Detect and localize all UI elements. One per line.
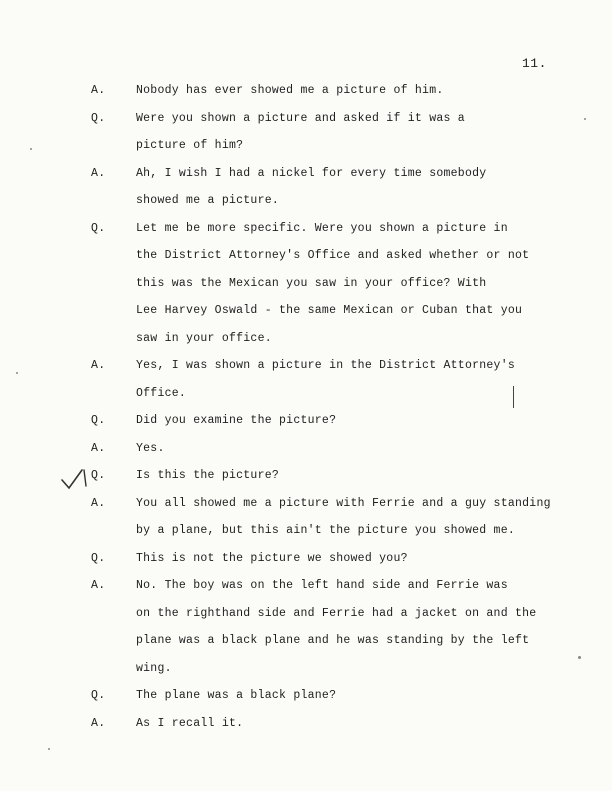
speech-text <box>136 462 576 490</box>
speech-line: wing. <box>136 661 172 675</box>
speaker-label: Q. <box>91 469 106 482</box>
transcript-entry <box>0 352 612 407</box>
speaker-label: A. <box>91 359 106 372</box>
speech-line: this was the Mexican you saw in your office? With <box>136 276 487 290</box>
speaker-label: Q. <box>91 689 106 702</box>
speaker-label: A. <box>91 84 106 97</box>
speaker-label: A. <box>91 496 106 510</box>
transcript-entry <box>0 77 612 105</box>
speech-line: Nobody has ever showed me a picture of him. <box>136 84 444 97</box>
speech-text <box>136 407 576 435</box>
speech-line: As I recall it. <box>136 716 244 730</box>
speech-line: plane was a black plane and he was standing by the left <box>136 634 530 647</box>
speech-text <box>136 215 576 353</box>
transcript-entry <box>0 682 612 710</box>
speech-line: No. The boy was on the left hand side and Ferrie was <box>136 579 508 592</box>
speech-line: by a plane, but this ain't the picture you showed me. <box>136 524 516 537</box>
transcript-entry <box>0 407 612 435</box>
speech-text <box>136 77 576 105</box>
speech-text <box>136 105 576 160</box>
speaker-label: Q. <box>91 221 106 235</box>
transcript-entry <box>0 160 612 215</box>
speech-line: Ah, I wish I had a nickel for every time somebody <box>136 166 487 180</box>
speech-text <box>136 160 576 215</box>
speech-line: picture of him? <box>136 139 244 152</box>
margin-mark <box>513 386 514 408</box>
speech-line: showed me a picture. <box>136 194 280 207</box>
speaker-label: Q. <box>91 551 106 565</box>
transcript-entry <box>0 490 612 545</box>
handwritten-checkmark-icon <box>60 466 104 492</box>
speech-line: This is not the picture we showed you? <box>136 551 408 565</box>
scan-speck <box>578 656 581 659</box>
speech-line: Office. <box>136 386 187 400</box>
transcript-entry <box>0 105 612 160</box>
transcript-entry <box>0 435 612 463</box>
speech-text <box>136 352 576 407</box>
speech-line: Let me be more specific. Were you shown a picture in <box>136 221 508 235</box>
transcript-entry <box>0 545 612 573</box>
speaker-label: A. <box>91 166 106 180</box>
scan-speck <box>584 118 586 120</box>
speech-line: The plane was a black plane? <box>136 689 337 702</box>
transcript-entry <box>0 572 612 682</box>
page-number: 11. <box>522 56 547 71</box>
scan-speck <box>48 748 50 750</box>
speaker-label: A. <box>91 441 106 455</box>
speech-line: Yes. <box>136 441 165 455</box>
speech-line: You all showed me a picture with Ferrie and a guy standing <box>136 496 551 510</box>
speaker-label: Q. <box>91 111 106 125</box>
scan-speck <box>30 148 32 150</box>
speech-text <box>136 710 576 738</box>
speaker-label: A. <box>91 716 106 730</box>
speech-line: Did you examine the picture? <box>136 414 337 427</box>
speech-line: saw in your office. <box>136 331 272 345</box>
speaker-label: Q. <box>91 414 106 427</box>
speech-text <box>136 435 576 463</box>
transcript-entry <box>0 710 612 738</box>
transcript-entry <box>0 215 612 353</box>
speech-line: the District Attorney's Office and asked whether or not <box>136 249 530 262</box>
speech-line: on the righthand side and Ferrie had a jacket on and the <box>136 606 537 620</box>
speech-line: Lee Harvey Oswald - the same Mexican or Cuban that you <box>136 304 523 317</box>
speech-line: Is this the picture? <box>136 469 280 482</box>
transcript-body <box>0 77 612 737</box>
speech-text <box>136 682 576 710</box>
speech-text <box>136 490 576 545</box>
speaker-label: A. <box>91 579 106 592</box>
speech-line: Were you shown a picture and asked if it was a <box>136 111 465 125</box>
speech-line: Yes, I was shown a picture in the District Attorney's <box>136 359 516 372</box>
speech-text <box>136 545 576 573</box>
speech-text <box>136 572 576 682</box>
scan-speck <box>16 372 18 374</box>
